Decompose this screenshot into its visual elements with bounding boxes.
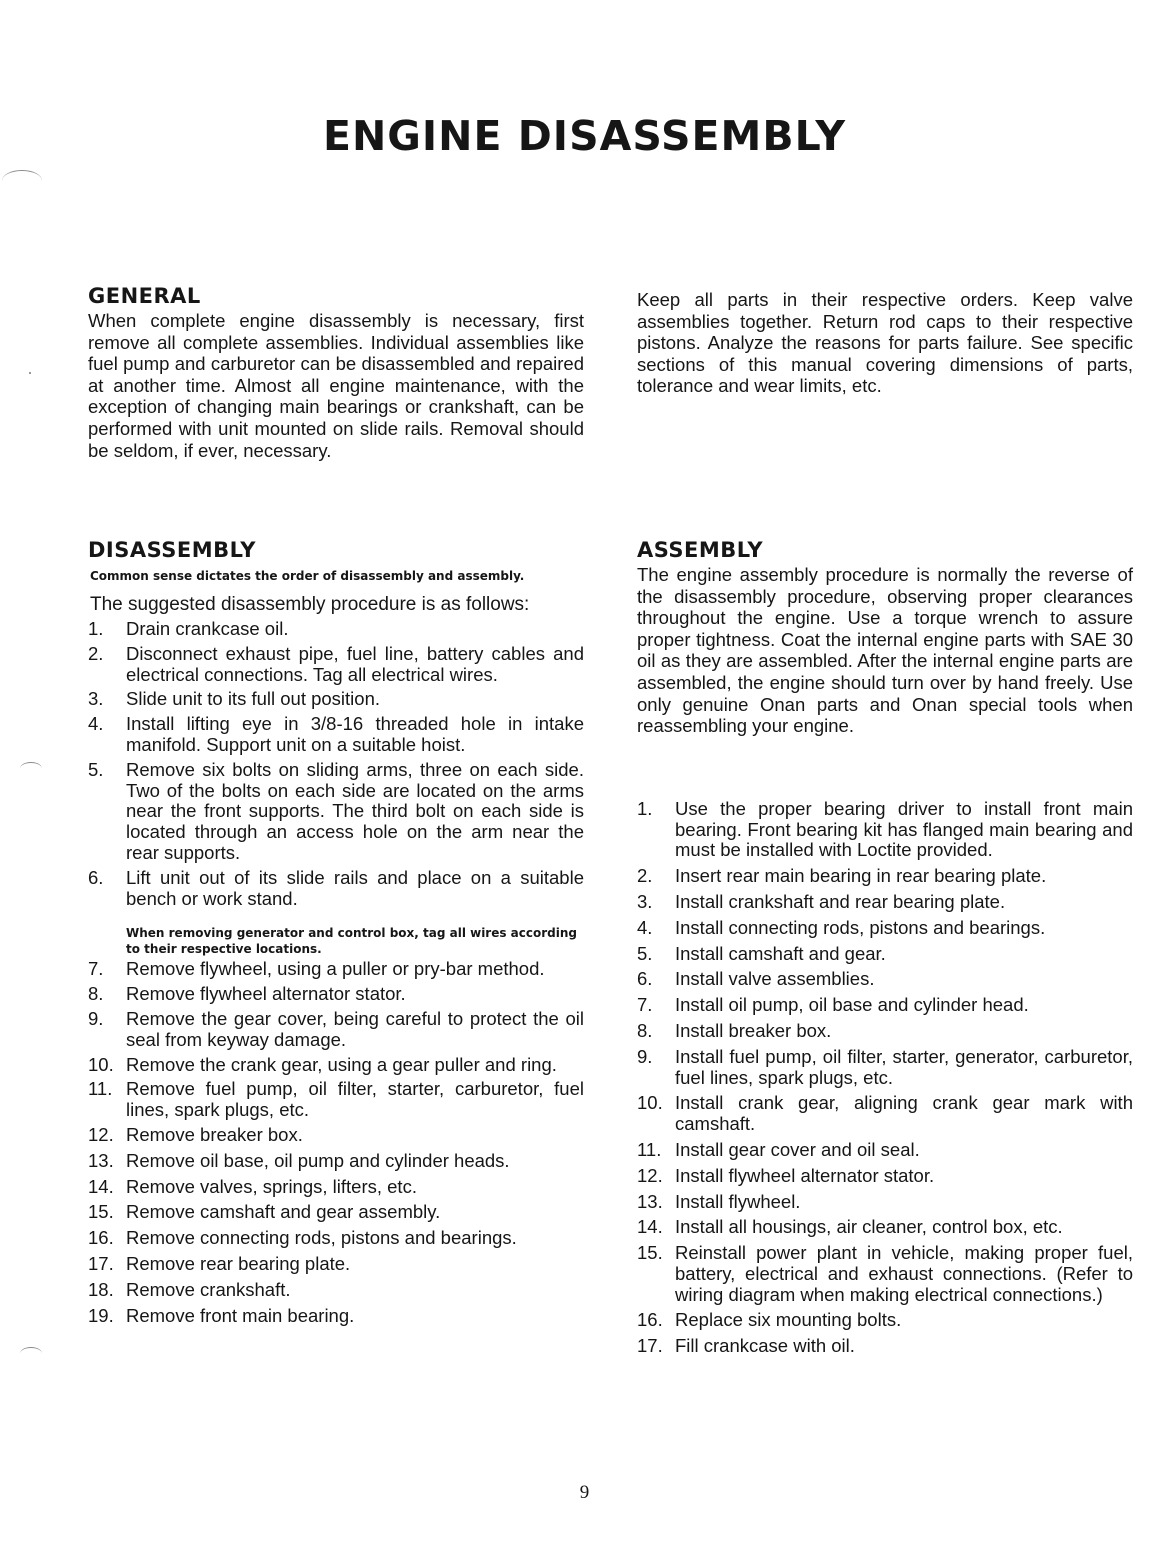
scan-speck: [29, 372, 31, 374]
list-item: 12. Install flywheel alternator stator.: [637, 1164, 935, 1186]
list-item: 3. Slide unit to its full out position.: [88, 688, 381, 710]
list-item: 13. Remove oil base, oil pump and cylinder heads.: [88, 1149, 510, 1171]
list-item: 10. Remove the crank gear, using a gear puller and ring.: [88, 1053, 557, 1075]
assembly-text: The engine assembly procedure is normally the reverse of the disassembly procedure, observing proper clearances throughout the engine. Use a torque wrench to assure proper tightness. Coat the internal engine parts with SAE 30 oil as they are assembled. After the internal engine parts are assembled, the engine should turn over by hand freely. Use only genuine Onan parts and Onan special tools when reassembling your engine.: [637, 564, 1133, 737]
list-item: 16. Replace six mounting bolts.: [637, 1309, 902, 1331]
list-item: 6. Lift unit out of its slide rails and place on a suitable bench or work stand.: [88, 866, 584, 909]
list-item: 2. Insert rear main bearing in rear bearing plate.: [637, 865, 1047, 887]
page-number: 9: [579, 1482, 590, 1503]
list-item: 9. Install fuel pump, oil filter, starter, generator, carburetor, fuel lines, spark plugs, etc.: [637, 1045, 1133, 1088]
assembly-steps: [637, 799, 1133, 1357]
list-item: 13. Install flywheel.: [637, 1190, 801, 1212]
list-item: 14. Remove valves, springs, lifters, etc.: [88, 1175, 417, 1197]
page-title: ENGINE DISASSEMBLY: [322, 112, 847, 160]
list-item: 17. Fill crankcase with oil.: [637, 1335, 855, 1357]
list-item: 11. Install gear cover and oil seal.: [637, 1138, 920, 1160]
list-item: 5. Install camshaft and gear.: [637, 942, 886, 964]
disassembly-steps: [88, 619, 584, 909]
scan-mark: [20, 1347, 42, 1360]
list-item: 15. Reinstall power plant in vehicle, making proper fuel, battery, electrical and exhaust connections. (Refer to wiring diagram when making electrical connections.): [637, 1242, 1133, 1305]
scan-mark: [20, 762, 42, 775]
list-item: 4. Install lifting eye in 3/8-16 threaded hole in intake manifold. Support unit on a suitable hoist.: [88, 713, 584, 755]
scan-mark: [2, 170, 42, 191]
list-item: 10. Install crank gear, aligning crank gear mark with camshaft.: [637, 1092, 1133, 1135]
list-item: 7. Remove flywheel, using a puller or pry-bar method.: [88, 958, 545, 980]
list-item: 3. Install crankshaft and rear bearing plate.: [637, 890, 1006, 912]
list-item: 6. Install valve assemblies.: [637, 968, 875, 990]
general-section: [88, 284, 584, 461]
disassembly-note: Common sense dictates the order of disassembly and assembly.: [90, 569, 525, 583]
disassembly-intro: The suggested disassembly procedure is as follows:: [90, 594, 530, 615]
general-text-right: Keep all parts in their respective orders. Keep valve assemblies together. Return rod caps to their respective pistons. Analyze the reasons for parts failure. See specific sections of this manual covering dimensions of parts, tolerance and wear limits, etc.: [637, 289, 1133, 397]
disassembly-section: [88, 538, 584, 1326]
list-item: 2. Disconnect exhaust pipe, fuel line, battery cables and electrical connections. Tag all electrical wires.: [88, 642, 584, 685]
assembly-section: [637, 538, 1133, 1357]
list-item: 12. Remove breaker box.: [88, 1123, 303, 1145]
list-item: 4. Install connecting rods, pistons and bearings.: [637, 916, 1046, 938]
general-continued: [637, 289, 1133, 397]
disassembly-heading: DISASSEMBLY: [88, 538, 256, 562]
general-text: When complete engine disassembly is necessary, first remove all complete assemblies. Individual assemblies like fuel pump and carburetor can be disassembled and repaired at another time. Almost all engine maintenance, with the exception of changing main bearings or crankshaft, can be performed with unit mounted on slide rails. Removal should be seldom, if ever, necessary.: [88, 310, 584, 461]
list-item: 5. Remove six bolts on sliding arms, three on each side. Two of the bolts on each side are located on the arms near the front supports. The third bolt on each side is located through an access hole on the arm near the rear supports.: [88, 758, 584, 863]
assembly-heading: ASSEMBLY: [637, 538, 764, 562]
list-item: 19. Remove front main bearing.: [88, 1304, 355, 1326]
list-item: 15. Remove camshaft and gear assembly.: [88, 1201, 441, 1223]
disassembly-steps-continued: [88, 959, 584, 1326]
list-item: 14. Install all housings, air cleaner, control box, etc.: [637, 1216, 1063, 1238]
list-item: 1. Use the proper bearing driver to install front main bearing. Front bearing kit has flanged main bearing and must be installed with Loctite provided.: [637, 797, 1133, 861]
list-item: 9. Remove the gear cover, being careful to protect the oil seal from keyway damage.: [88, 1007, 584, 1050]
list-item: 16. Remove connecting rods, pistons and bearings.: [88, 1227, 517, 1249]
general-heading: GENERAL: [88, 284, 201, 308]
disassembly-caution: When removing generator and control box, tag all wires according to their respective locations.: [126, 926, 578, 957]
list-item: 18. Remove crankshaft.: [88, 1278, 291, 1300]
list-item: 1. Drain crankcase oil.: [88, 618, 289, 639]
list-item: 8. Install breaker box.: [637, 1019, 832, 1041]
list-item: 17. Remove rear bearing plate.: [88, 1252, 351, 1274]
list-item: 11. Remove fuel pump, oil filter, starter, carburetor, fuel lines, spark plugs, etc.: [88, 1078, 584, 1121]
list-item: 7. Install oil pump, oil base and cylinder head.: [637, 994, 1029, 1016]
list-item: 8. Remove flywheel alternator stator.: [88, 983, 406, 1005]
